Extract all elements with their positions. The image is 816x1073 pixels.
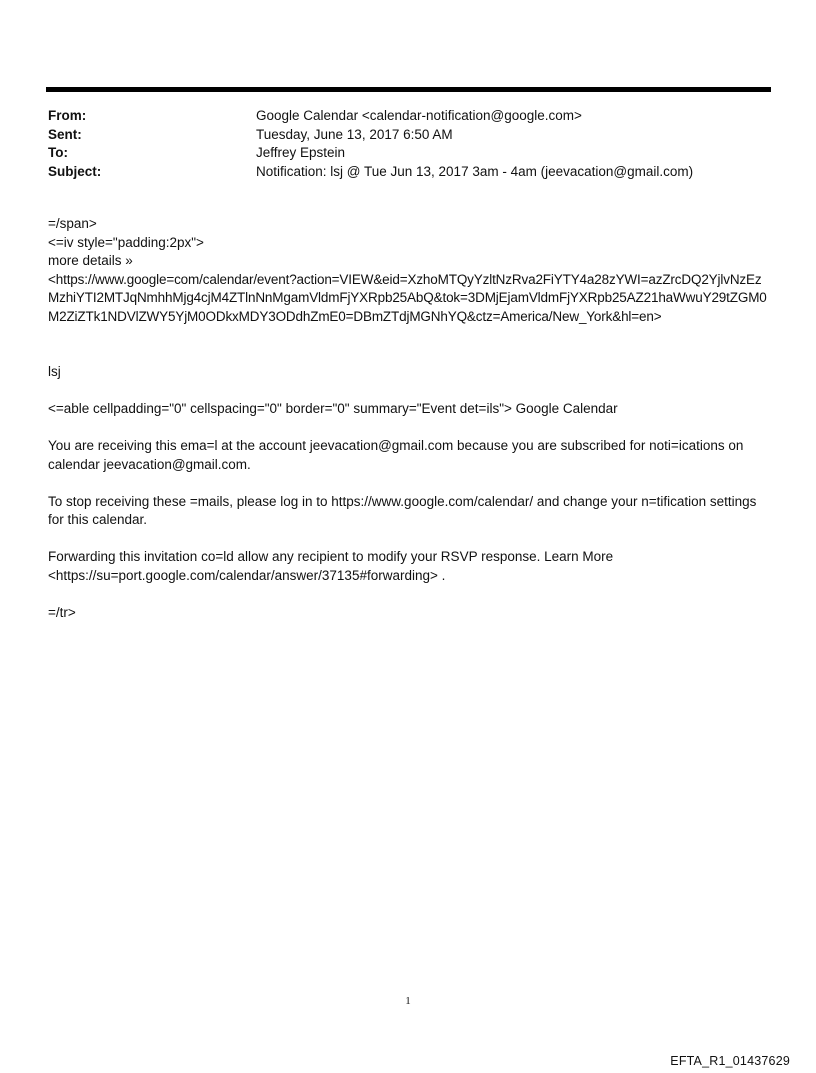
header-divider-rule: [46, 87, 771, 92]
header-row-from: [48, 107, 770, 126]
event-url-line-1: <https://www.google=com/calendar/event?action=VIEW&eid=XzhoMTQyYzltNzRva2FiYTY4a28zYWI=azZrcDQ2YjlvNzEz: [48, 271, 762, 287]
body-line-span: =/span>: [48, 216, 97, 231]
sent-value: Tuesday, June 13, 2017 6:50 AM: [256, 126, 453, 142]
sent-label: Sent:: [48, 126, 82, 142]
email-header: [48, 107, 770, 181]
spacer: [48, 585, 772, 604]
spacer: [48, 326, 772, 363]
page-number: 1: [405, 995, 411, 1007]
to-value: Jeffrey Epstein: [256, 145, 346, 160]
forwarding-notice-line-1: Forwarding this invitation co=ld allow any recipient to modify your RSVP response. Learn More: [48, 549, 614, 564]
document-id: EFTA_R1_01437629: [670, 1054, 790, 1068]
stop-notice-line-1: To stop receiving these =mails, please log in to https://www.google.com/calendar/ and change your n=tification settings: [48, 493, 757, 509]
more-details-link: more details »: [48, 253, 133, 268]
body-line-div: <=iv style="padding:2px">: [48, 234, 204, 250]
spacer: [48, 530, 772, 549]
receiving-notice-line-1: You are receiving this ema=l at the account jeevacation@gmail.com because you are subscribed for noti=ications on: [48, 438, 744, 453]
from-label: From:: [48, 108, 87, 123]
spacer: [48, 474, 772, 493]
to-label: To:: [48, 145, 68, 160]
spacer: [48, 419, 772, 438]
table-markup-line: <=able cellpadding="0" cellspacing="0" border="0" summary="Event det=ils"> Google Calendar: [48, 401, 618, 416]
closing-tr-line: =/tr>: [48, 604, 76, 620]
spacer: [48, 382, 772, 401]
event-url-line-2: MzhiYTI2MTJqNmhhMjg4cjM4ZTlnNnMgamVldmFjYXRpb25AbQ&tok=3DMjEjamVldmFjYXRpb25AZ21haWwuY29tZGM0: [48, 290, 767, 305]
email-body: [48, 215, 772, 622]
event-url-line-3: M2ZiZTk1NDVlZWY5YjM0ODkxMDY3ODdhZmE0=DBmZTdjMGNhYQ&ctz=America/New_York&hl=en>: [48, 308, 662, 324]
event-title: lsj: [48, 364, 61, 379]
from-value: Google Calendar <calendar-notification@google.com>: [256, 108, 582, 123]
stop-notice-line-2: for this calendar.: [48, 512, 148, 527]
subject-value: Notification: lsj @ Tue Jun 13, 2017 3am - 4am (jeevacation@gmail.com): [256, 163, 694, 179]
receiving-notice-line-2: calendar jeevacation@gmail.com.: [48, 456, 251, 472]
header-row-sent: [48, 126, 770, 145]
header-row-subject: [48, 163, 770, 182]
subject-label: Subject:: [48, 163, 102, 179]
forwarding-notice-line-2: <https://su=port.google.com/calendar/answer/37135#forwarding> .: [48, 567, 446, 583]
header-row-to: [48, 144, 770, 163]
